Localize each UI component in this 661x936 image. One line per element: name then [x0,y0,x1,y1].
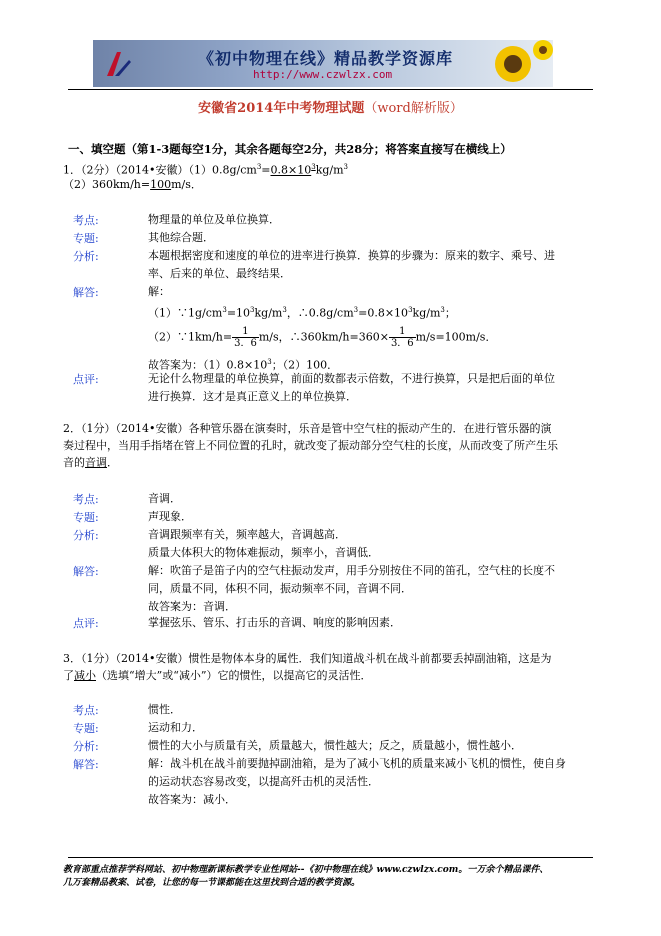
q3-jieda: 解：战斗机在战斗前要抛掉副油箱，是为了减小飞机的质量来减小飞机的惯性，使自身 的运动状态容易改变，以提高歼击机的灵活性． 故答案为：减小． [148,757,566,806]
q1-fenxi: 本题根据密度和速度的单位的进率进行换算．换算的步骤为：原来的数字、乘号、进 率、后来的单位、最终结果． [148,249,555,280]
q3-zhuanti-label: 专题: [73,722,99,735]
q3-fenxi-label: 分析: [73,740,99,753]
q3-kaodian: 惯性． [148,703,181,716]
q2-stem: 2．（1分）（2014•安徽）各种管乐器在演奏时，乐音是管中空气柱的振动产生的．在进行管乐器的演 奏过程中，当用手指堵在管上不同位置的孔时，就改变了振动部分空气柱的长度，从而改变了所产生乐 音的音调． [63,422,558,469]
q1-zhuanti-label: 专题: [73,232,99,245]
q2-fenxi-label: 分析: [73,529,99,542]
q1-jieda-label: 解答: [73,286,99,299]
banner-url: http://www.czwlzx.com [253,68,393,81]
q3-zhuanti: 运动和力． [148,721,203,734]
site-logo-icon [103,48,133,80]
document-title: 安徽省2014年中考物理试题（word解析版） [198,101,463,116]
q1-kaodian: 物理量的单位及单位换算． [148,213,280,226]
q1-stem: 1．（2分）（2014•安徽）$(1)0.8g/cm^3=0.8\times 10^3kg/m^3$ [63,163,348,177]
q2-zhuanti: 声现象． [148,510,192,523]
q1-jieda: 解： $(1)\because 1g/cm^3=10^3kg/m^3$，$\therefore 0.8g/cm^3=0.8\times 10^3kg/m^3$； （2）∵1km/h= $\frac{1}{3.6}$ m/s，∴360km/h=360× $\frac{1}{3.6}$ m/s=100m/s． 故答案为：$(1)0.8\times 10^3$；（2）100． [148,285,497,372]
q1-dianping: 无论什么物理量的单位换算，前面的数都表示倍数，不进行换算，只是把后面的单位 进行换算．这才是真正意义上的单位换算． [148,372,555,403]
header-rule [68,89,593,90]
q2-kaodian-label: 考点: [73,493,99,506]
q1-kaodian-label: 考点: [73,214,99,227]
banner-title: 《初中物理在线》精品教学资源库 [198,49,454,68]
footer-note: 教育部重点推荐学科网站、初中物理新课标教学专业性网站--《初中物理在线》www.czwlzx.com。一万余个精品课件、 几万套精品教案、试卷，让您的每一节课都能在这里找到合适的教学资源。 [63,865,549,888]
q3-fenxi: 惯性的大小与质量有关，质量越大，惯性越大；反之，质量越小，惯性越小． [148,739,522,752]
q3-stem: 3．（1分）（2014•安徽）惯性是物体本身的属性．我们知道战斗机在战斗前都要丢掉副油箱，这是为 了减小（选填“增大”或“减小”）它的惯性，以提高它的灵活性． [63,652,552,682]
q2-kaodian: 音调． [148,492,181,505]
q1-stem-2: （2）360km/h=100m/s． [63,178,202,191]
q2-jieda: 解：吹笛子是笛子内的空气柱振动发声，用手分别按住不同的笛孔，空气柱的长度不 同，质量不同，体积不同，振动频率不同，音调不同． 故答案为：音调． [148,564,555,613]
q2-zhuanti-label: 专题: [73,511,99,524]
sunflower-icon [473,40,553,87]
q1-dianping-label: 点评: [73,373,99,386]
section-heading: 一、填空题（第1-3题每空1分，其余各题每空2分，共28分；将答案直接写在横线上） [68,142,512,156]
footer-rule [68,857,593,858]
q3-jieda-label: 解答: [73,758,99,771]
q2-dianping-label: 点评: [73,617,99,630]
q2-jieda-label: 解答: [73,565,99,578]
q3-kaodian-label: 考点: [73,704,99,717]
q2-fenxi: 音调跟频率有关，频率越大，音调越高． 质量大体积大的物体难振动，频率小，音调低． [148,528,379,559]
header-banner [93,40,553,87]
q1-zhuanti: 其他综合题． [148,231,214,244]
q1-fenxi-label: 分析: [73,250,99,263]
q2-dianping: 掌握弦乐、管乐、打击乐的音调、响度的影响因素． [148,616,401,629]
